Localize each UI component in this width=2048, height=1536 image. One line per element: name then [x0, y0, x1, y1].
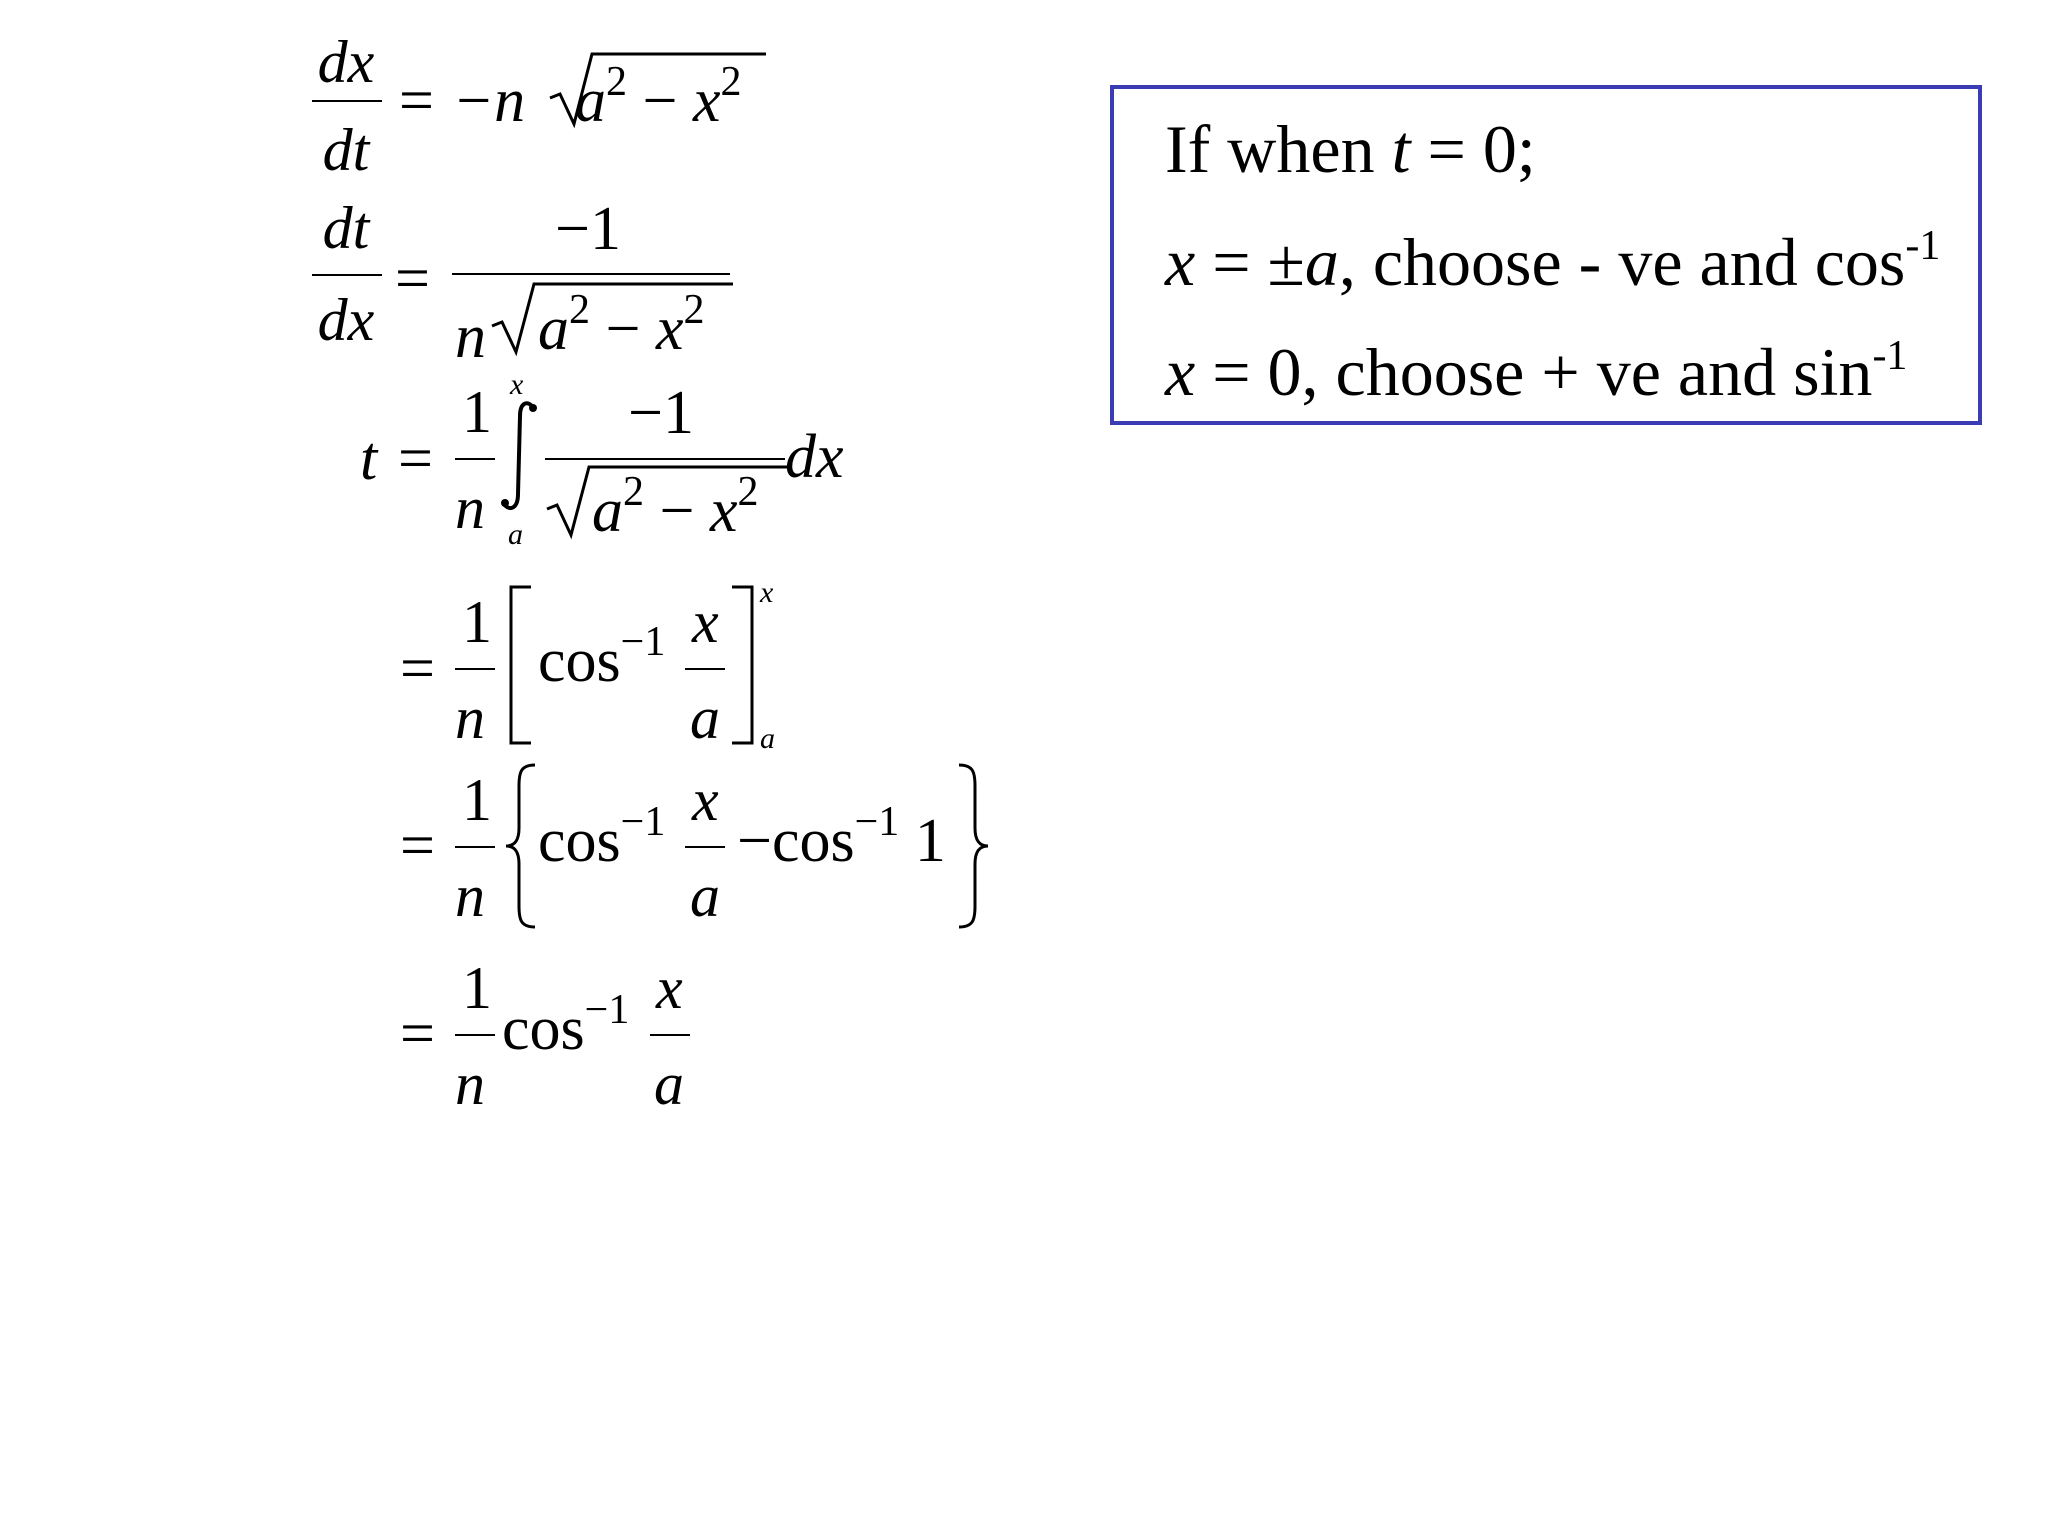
fraction-bar — [455, 458, 495, 460]
fraction-bar — [312, 100, 382, 102]
numerator: −1 — [628, 379, 694, 447]
left-bracket-icon — [505, 585, 535, 745]
fraction-bar — [455, 668, 495, 670]
fraction-bar — [455, 1034, 495, 1036]
fraction-bar — [452, 273, 730, 275]
condition-line-2: x = ±a, choose - ve and $\cos^{-1}$ — [1165, 223, 1941, 300]
condition-line-1: If when t = 0; — [1165, 111, 1536, 187]
fraction-bar — [545, 458, 785, 460]
numerator: −1 — [555, 195, 621, 263]
fraction-dx-dt: dx — [317, 29, 375, 95]
integral-lower-limit: a — [508, 518, 523, 551]
condition-line-3: x = 0, choose + ve and $\sin^{-1}$ — [1165, 333, 1908, 410]
left-brace-icon — [503, 762, 539, 930]
rhs-prefix: = −n — [395, 67, 526, 135]
fraction-bar — [685, 846, 725, 848]
fraction-bar — [312, 274, 382, 276]
integral-upper-limit: x — [510, 368, 524, 401]
integral-sign-icon — [500, 400, 540, 512]
fraction-bar — [650, 1034, 690, 1036]
right-brace-icon — [955, 762, 991, 930]
fraction-bar — [455, 846, 495, 848]
right-bracket-icon — [728, 585, 758, 745]
fraction-bar — [685, 668, 725, 670]
